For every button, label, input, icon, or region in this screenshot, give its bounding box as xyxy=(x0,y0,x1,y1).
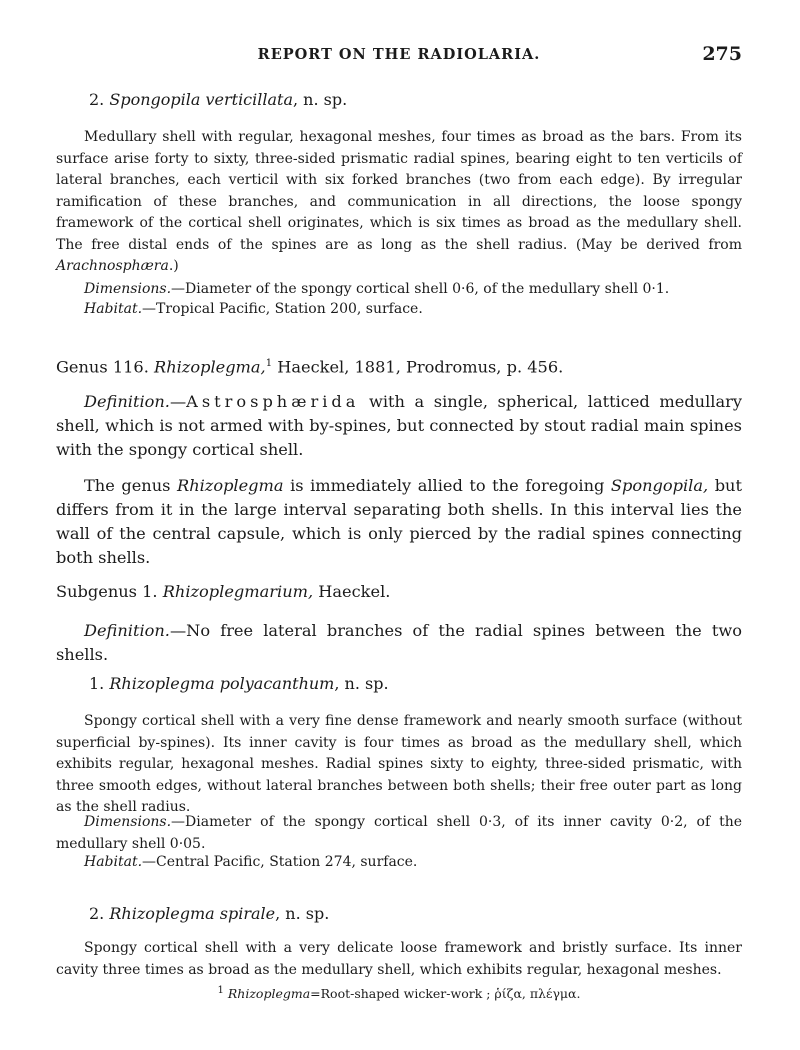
species-suffix: , n. sp. xyxy=(334,674,389,693)
habitat-label: Habitat. xyxy=(84,301,143,317)
habitat-polyacanthum: Habitat.—Central Pacific, Station 274, surface. xyxy=(84,854,418,870)
page-number: 275 xyxy=(702,43,742,65)
dimensions-spongopila: Dimensions.—Diameter of the spongy cortical shell 0·6, of the medullary shell 0·1. xyxy=(84,281,670,297)
genus-discussion: The genus Rhizoplegma is immediately allied to the foregoing Spongopila, but differs from it in the large interval separating both shells. In this interval lies the wall of the central capsule, which is only pierced by the radial spines connecting both shells. xyxy=(56,476,742,567)
species-name: Rhizoplegma polyacanthum xyxy=(109,674,335,693)
species-number: 1. xyxy=(89,674,105,693)
page-header xyxy=(56,43,742,72)
species-suffix: , n. sp. xyxy=(293,90,348,109)
subgenus-name: Rhizoplegmarium, xyxy=(162,582,314,601)
footnote-text: =Root-shaped wicker-work ; ῥίζα, πλέγμα. xyxy=(310,986,581,1002)
subgenus-heading: Subgenus 1. Rhizoplegmarium, Haeckel. xyxy=(56,582,391,601)
species-description-spirale: Spongy cortical shell with a very delicate loose framework and bristly surface. Its inner cavity three times as broad as the medullary shell, which exhibits regular, hexagonal meshes. xyxy=(56,940,742,978)
footnote-marker: 1 xyxy=(265,358,273,369)
dimensions-label: Dimensions. xyxy=(84,814,172,830)
species-heading-spirale xyxy=(89,904,329,923)
species-heading-polyacanthum xyxy=(89,674,389,693)
genus-reference: Arachnosphæra xyxy=(56,258,169,274)
species-number: 2. xyxy=(89,90,105,109)
habitat-label: Habitat. xyxy=(84,854,143,870)
species-number: 2. xyxy=(89,904,105,923)
species-description-polyacanthum: Spongy cortical shell with a very fine dense framework and nearly smooth surface (without superficial by-spines). Its inner cavity is four times as broad as the medullary shell, which exhibits regular, hexagonal meshes. Radial spines sixty to eighty, three-sided prismatic, with three smooth edges, without lateral branches between both shells; their free outer part as long as the shell radius. xyxy=(56,713,742,815)
genus-definition: Definition.—Astrosphærida with a single, spherical, latticed medullary shell, which is not armed with by-spines, but connected by stout radial main spines with the spongy cortical shell. xyxy=(56,392,742,459)
footnote-mark: 1 xyxy=(217,985,224,996)
habitat-spongopila: Habitat.—Tropical Pacific, Station 200, surface. xyxy=(84,301,423,317)
dimensions-label: Dimensions. xyxy=(84,281,172,297)
definition-label: Definition. xyxy=(84,621,170,640)
running-title: REPORT ON THE RADIOLARIA. xyxy=(257,46,541,63)
species-description-spongopila: Medullary shell with regular, hexagonal meshes, four times as broad as the bars. From its surface arise forty to sixty, three-sided prismatic radial spines, bearing eight to ten verticils of lateral branches, each verticil with six forked branches (two from each edge). By irregular ramification of these branches, and communication in all directions, the loose spongy framework of the cortical shell originates, which is six times as broad as the medullary shell. The free distal ends of the spines are as long as the shell radius. (May be derived from Arachnosphæra.) xyxy=(56,129,742,274)
subgenus-definition: Definition.—No free lateral branches of the radial spines between the two shells. xyxy=(56,621,742,664)
species-name: Spongopila verticillata xyxy=(109,90,293,109)
genus-name: Rhizoplegma, xyxy=(154,357,266,377)
species-suffix: , n. sp. xyxy=(275,904,330,923)
species-heading-spongopila xyxy=(89,90,347,109)
definition-label: Definition. xyxy=(84,392,170,411)
taxon-name: Astrosphærida xyxy=(186,392,360,411)
species-name: Rhizoplegma spirale xyxy=(109,904,276,923)
dimensions-polyacanthum: Dimensions.—Diameter of the spongy cortical shell 0·3, of its inner cavity 0·2, of the medullary shell 0·05. xyxy=(56,814,742,852)
footnote-term: Rhizoplegma xyxy=(227,986,311,1002)
genus-heading: Genus 116. Rhizoplegma,$^1$ Haeckel, 1881, Prodromus, p. 456. xyxy=(56,357,564,377)
footnote xyxy=(56,985,742,1001)
